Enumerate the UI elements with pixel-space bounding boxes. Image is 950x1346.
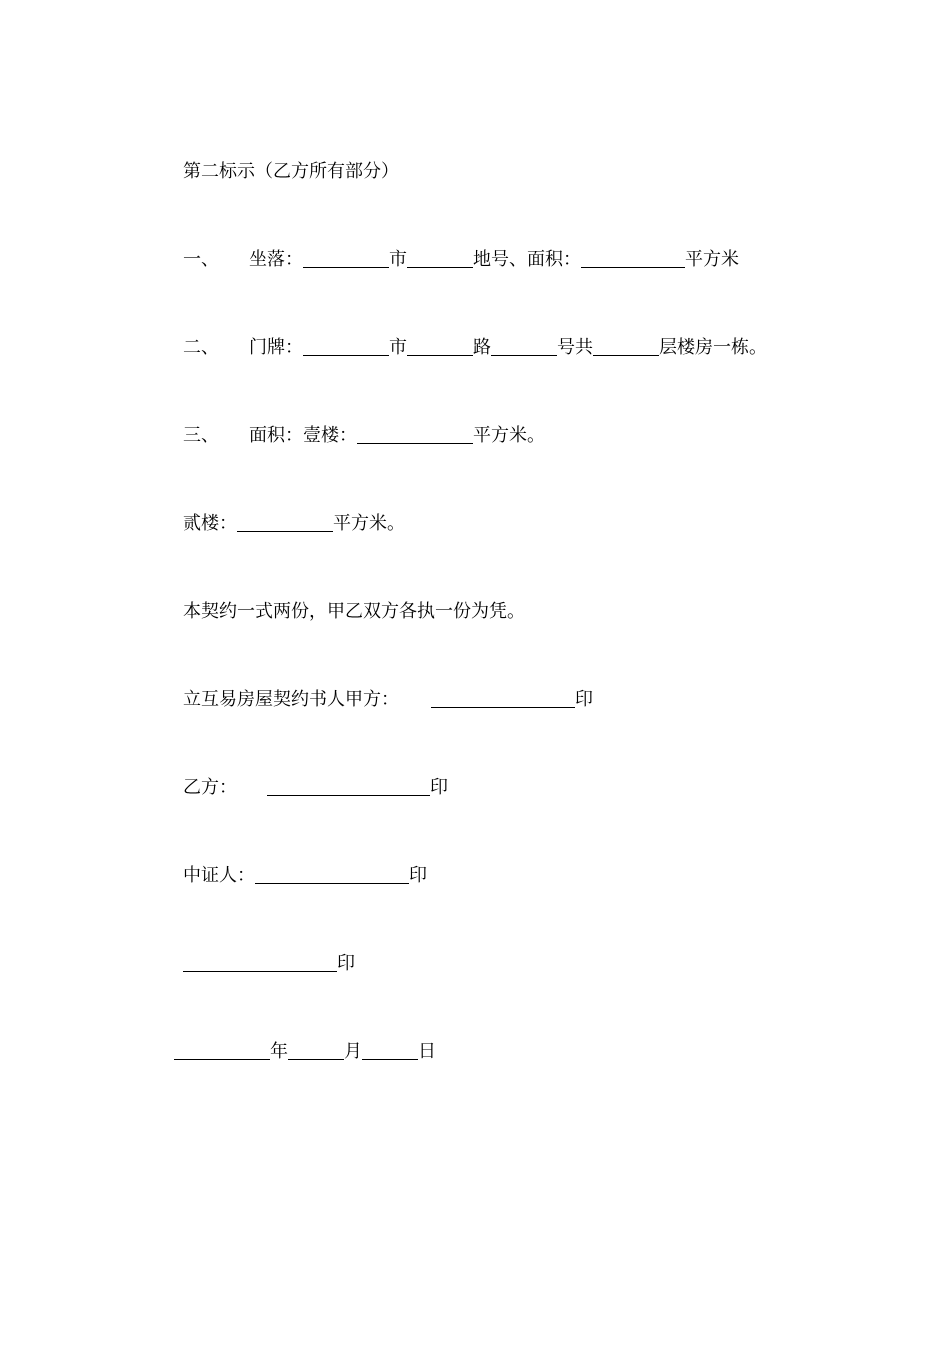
area-label: 面积：壹楼： [249,425,357,446]
witness-blank[interactable] [255,865,409,884]
item-door-plate: 二、 门牌： 市 路 号共 层楼房一栋。 [183,337,767,358]
road-blank[interactable] [407,337,473,356]
party-b-blank[interactable] [267,777,430,796]
second-floor-area-blank[interactable] [237,513,333,532]
city-blank[interactable] [303,249,389,268]
number-blank[interactable] [491,337,557,356]
party-b-signature [183,776,448,800]
year-blank[interactable] [174,1041,270,1060]
seal-mark: 印 [337,953,355,974]
witness-signature [183,864,427,888]
seal-mark: 印 [575,689,593,710]
city-blank[interactable] [303,337,389,356]
party-a-signature [183,688,593,712]
seal-mark: 印 [409,865,427,886]
item-number: 三、 [183,425,219,446]
party-a-blank[interactable] [431,689,575,708]
section-title: 第二标示（乙方所有部分） [183,161,399,182]
area-blank[interactable] [581,249,685,268]
item-location: 一、 坐落： 市 地号、面积： 平方米 [183,249,739,270]
party-a-label: 立互易房屋契约书人甲方： [183,689,399,710]
copies-statement: 本契约一式两份，甲乙双方各执一份为凭。 [183,601,525,622]
witness-label: 中证人： [183,865,255,886]
item-area: 三、 面积：壹楼： 平方米。 [183,425,545,446]
party-b-label: 乙方： [183,777,237,798]
item-number: 一、 [183,249,219,270]
date-line: 年 月 日 [174,1040,436,1064]
floors-blank[interactable] [593,337,659,356]
signature-blank[interactable] [183,953,337,972]
location-label: 坐落： [249,249,303,270]
item-number: 二、 [183,337,219,358]
door-plate-label: 门牌： [249,337,303,358]
first-floor-area-blank[interactable] [357,425,473,444]
month-blank[interactable] [288,1041,344,1060]
district-blank[interactable] [407,249,473,268]
item-second-floor: 贰楼： 平方米。 [183,513,405,534]
additional-signature [183,952,355,976]
second-floor-label: 贰楼： [183,513,237,534]
day-blank[interactable] [362,1041,418,1060]
seal-mark: 印 [430,777,448,798]
